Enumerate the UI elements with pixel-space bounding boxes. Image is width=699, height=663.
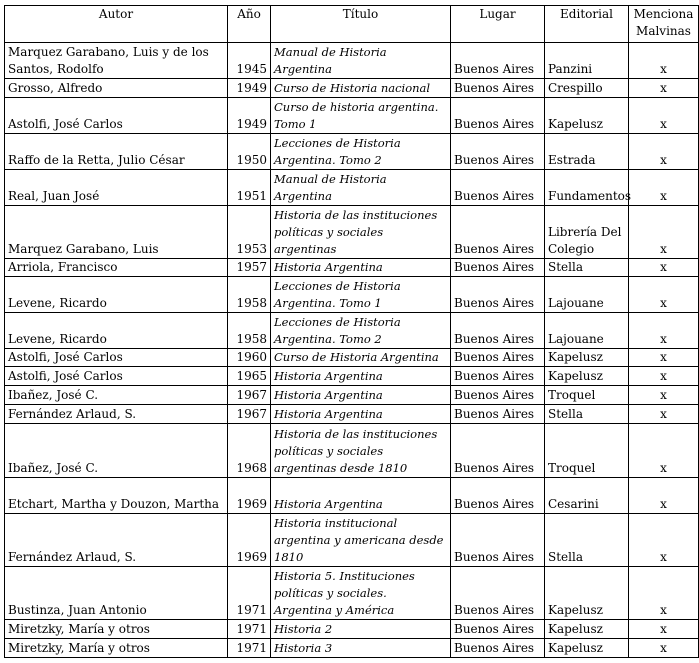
table-row <box>5 424 699 478</box>
cell-menciona-malvinas: x <box>629 43 699 79</box>
cell-titulo: Lecciones de Historia Argentina. Tomo 1 <box>271 277 451 313</box>
cell-anio: 1957 <box>228 259 271 277</box>
cell-editorial: Lajouane <box>545 313 629 349</box>
cell-menciona-malvinas: x <box>629 313 699 349</box>
table-row <box>5 206 699 259</box>
cell-menciona-malvinas: x <box>629 98 699 134</box>
cell-autor: Ibañez, José C. <box>5 424 228 478</box>
cell-lugar: Buenos Aires <box>451 79 545 98</box>
table-row <box>5 567 699 620</box>
cell-lugar: Buenos Aires <box>451 478 545 514</box>
cell-titulo: Lecciones de Historia Argentina. Tomo 2 <box>271 313 451 349</box>
table-row <box>5 620 699 639</box>
cell-lugar: Buenos Aires <box>451 277 545 313</box>
cell-anio: 1958 <box>228 277 271 313</box>
cell-editorial: Stella <box>545 259 629 277</box>
cell-anio: 1949 <box>228 79 271 98</box>
cell-anio: 1971 <box>228 620 271 639</box>
cell-autor: Grosso, Alfredo <box>5 79 228 98</box>
cell-autor: Fernández Arlaud, S. <box>5 514 228 567</box>
cell-anio: 1965 <box>228 367 271 386</box>
cell-menciona-malvinas: x <box>629 277 699 313</box>
cell-editorial: Kapelusz <box>545 98 629 134</box>
cell-anio: 1951 <box>228 170 271 206</box>
cell-menciona-malvinas: x <box>629 405 699 424</box>
cell-anio: 1945 <box>228 43 271 79</box>
cell-titulo: Historia 2 <box>271 620 451 639</box>
table-row <box>5 405 699 424</box>
table-row <box>5 43 699 79</box>
cell-lugar: Buenos Aires <box>451 405 545 424</box>
cell-lugar: Buenos Aires <box>451 349 545 367</box>
cell-autor: Raffo de la Retta, Julio César <box>5 134 228 170</box>
cell-autor: Miretzky, María y otros <box>5 620 228 639</box>
cell-menciona-malvinas: x <box>629 367 699 386</box>
table-row <box>5 170 699 206</box>
cell-anio: 1958 <box>228 313 271 349</box>
table-row <box>5 313 699 349</box>
cell-autor: Astolfi, José Carlos <box>5 98 228 134</box>
cell-lugar: Buenos Aires <box>451 424 545 478</box>
cell-titulo: Historia Argentina <box>271 405 451 424</box>
cell-lugar: Buenos Aires <box>451 367 545 386</box>
cell-editorial: Fundamentos <box>545 170 629 206</box>
cell-menciona-malvinas: x <box>629 170 699 206</box>
cell-titulo: Curso de historia argentina. Tomo 1 <box>271 98 451 134</box>
cell-titulo: Historia Argentina <box>271 259 451 277</box>
cell-menciona-malvinas: x <box>629 567 699 620</box>
cell-anio: 1960 <box>228 349 271 367</box>
cell-anio: 1969 <box>228 514 271 567</box>
cell-autor: Ibañez, José C. <box>5 386 228 405</box>
cell-editorial: Troquel <box>545 424 629 478</box>
cell-autor: Etchart, Martha y Douzon, Martha <box>5 478 228 514</box>
cell-autor: Real, Juan José <box>5 170 228 206</box>
cell-menciona-malvinas: x <box>629 514 699 567</box>
cell-editorial: Stella <box>545 405 629 424</box>
cell-titulo: Historia de las instituciones políticas y sociales argentinas desde 1810 <box>271 424 451 478</box>
table-row <box>5 134 699 170</box>
cell-titulo: Historia Argentina <box>271 367 451 386</box>
cell-anio: 1971 <box>228 567 271 620</box>
cell-autor: Astolfi, José Carlos <box>5 367 228 386</box>
cell-editorial: Crespillo <box>545 79 629 98</box>
table-row <box>5 98 699 134</box>
cell-autor: Miretzky, María y otros <box>5 639 228 658</box>
cell-lugar: Buenos Aires <box>451 386 545 405</box>
cell-lugar: Buenos Aires <box>451 206 545 259</box>
table-row <box>5 514 699 567</box>
table-row <box>5 79 699 98</box>
cell-editorial: Cesarini <box>545 478 629 514</box>
table-row <box>5 386 699 405</box>
cell-autor: Levene, Ricardo <box>5 277 228 313</box>
cell-titulo: Lecciones de Historia Argentina. Tomo 2 <box>271 134 451 170</box>
cell-menciona-malvinas: x <box>629 79 699 98</box>
table-row <box>5 349 699 367</box>
cell-autor: Fernández Arlaud, S. <box>5 405 228 424</box>
cell-anio: 1953 <box>228 206 271 259</box>
cell-titulo: Historia 5. Instituciones políticas y sociales. Argentina y América <box>271 567 451 620</box>
cell-autor: Astolfi, José Carlos <box>5 349 228 367</box>
cell-menciona-malvinas: x <box>629 639 699 658</box>
header-menciona-malvinas: Menciona Malvinas <box>629 6 699 43</box>
header-autor: Autor <box>5 6 228 43</box>
cell-menciona-malvinas: x <box>629 478 699 514</box>
books-table <box>4 5 699 658</box>
cell-titulo: Historia de las instituciones políticas y sociales argentinas <box>271 206 451 259</box>
cell-editorial: Stella <box>545 514 629 567</box>
table-row <box>5 277 699 313</box>
cell-titulo: Historia Argentina <box>271 478 451 514</box>
cell-editorial: Librería Del Colegio <box>545 206 629 259</box>
cell-lugar: Buenos Aires <box>451 313 545 349</box>
cell-anio: 1969 <box>228 478 271 514</box>
cell-anio: 1950 <box>228 134 271 170</box>
cell-editorial: Kapelusz <box>545 349 629 367</box>
cell-lugar: Buenos Aires <box>451 98 545 134</box>
cell-menciona-malvinas: x <box>629 206 699 259</box>
header-lugar: Lugar <box>451 6 545 43</box>
cell-editorial: Estrada <box>545 134 629 170</box>
cell-menciona-malvinas: x <box>629 134 699 170</box>
cell-menciona-malvinas: x <box>629 349 699 367</box>
header-anio: Año <box>228 6 271 43</box>
cell-titulo: Historia Argentina <box>271 386 451 405</box>
cell-editorial: Kapelusz <box>545 620 629 639</box>
cell-titulo: Manual de Historia Argentina <box>271 170 451 206</box>
cell-menciona-malvinas: x <box>629 386 699 405</box>
cell-lugar: Buenos Aires <box>451 259 545 277</box>
table-row <box>5 639 699 658</box>
header-editorial: Editorial <box>545 6 629 43</box>
cell-editorial: Troquel <box>545 386 629 405</box>
cell-editorial: Panzini <box>545 43 629 79</box>
cell-titulo: Historia 3 <box>271 639 451 658</box>
cell-menciona-malvinas: x <box>629 620 699 639</box>
cell-lugar: Buenos Aires <box>451 134 545 170</box>
cell-lugar: Buenos Aires <box>451 43 545 79</box>
cell-anio: 1967 <box>228 405 271 424</box>
cell-lugar: Buenos Aires <box>451 170 545 206</box>
cell-editorial: Kapelusz <box>545 639 629 658</box>
cell-editorial: Kapelusz <box>545 567 629 620</box>
cell-autor: Marquez Garabano, Luis y de los Santos, Rodolfo <box>5 43 228 79</box>
cell-editorial: Lajouane <box>545 277 629 313</box>
cell-anio: 1967 <box>228 386 271 405</box>
cell-lugar: Buenos Aires <box>451 639 545 658</box>
cell-menciona-malvinas: x <box>629 259 699 277</box>
cell-editorial: Kapelusz <box>545 367 629 386</box>
cell-menciona-malvinas: x <box>629 424 699 478</box>
cell-autor: Levene, Ricardo <box>5 313 228 349</box>
table-row <box>5 367 699 386</box>
cell-lugar: Buenos Aires <box>451 514 545 567</box>
table-row <box>5 478 699 514</box>
cell-anio: 1968 <box>228 424 271 478</box>
cell-autor: Marquez Garabano, Luis <box>5 206 228 259</box>
table-row <box>5 259 699 277</box>
cell-titulo: Historia institucional argentina y americana desde 1810 <box>271 514 451 567</box>
cell-autor: Arriola, Francisco <box>5 259 228 277</box>
cell-lugar: Buenos Aires <box>451 620 545 639</box>
cell-anio: 1949 <box>228 98 271 134</box>
cell-anio: 1971 <box>228 639 271 658</box>
header-row <box>5 6 699 43</box>
header-titulo: Título <box>271 6 451 43</box>
cell-lugar: Buenos Aires <box>451 567 545 620</box>
cell-titulo: Curso de Historia nacional <box>271 79 451 98</box>
cell-autor: Bustinza, Juan Antonio <box>5 567 228 620</box>
cell-titulo: Manual de Historia Argentina <box>271 43 451 79</box>
cell-titulo: Curso de Historia Argentina <box>271 349 451 367</box>
